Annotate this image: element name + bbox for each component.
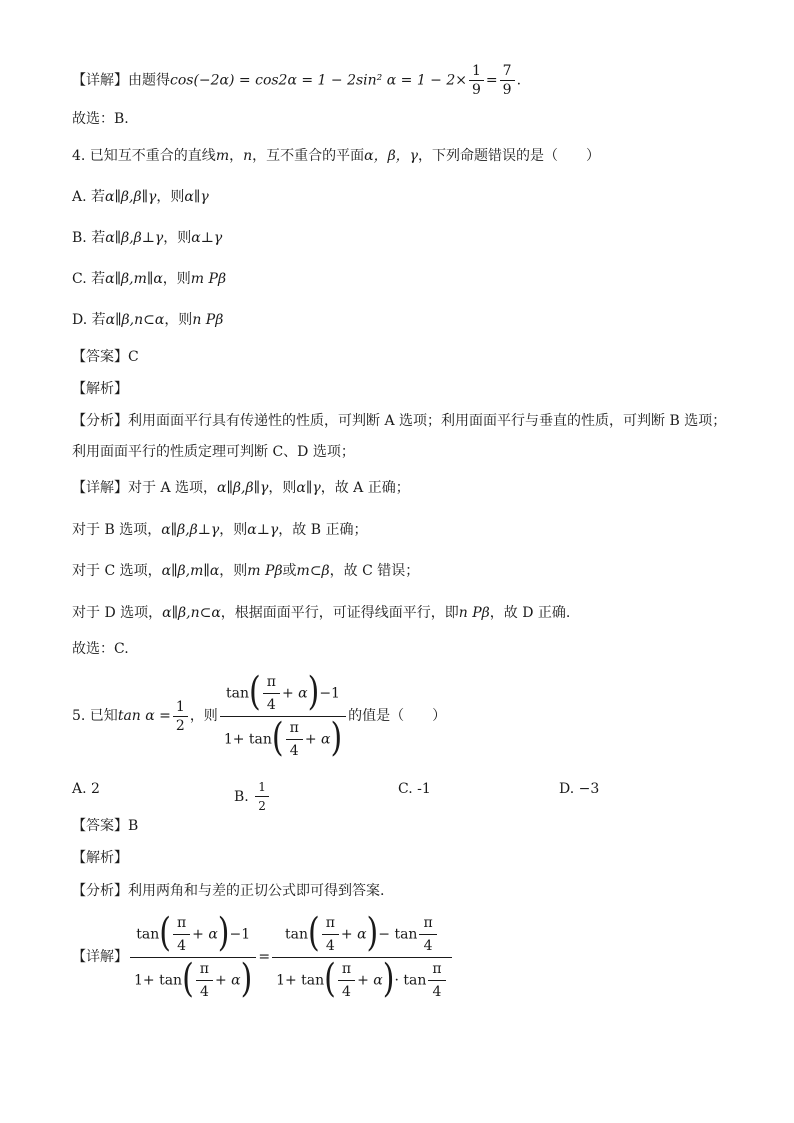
fraction-one-half: $\frac{1}{2}$ [173,698,188,735]
fraction-seven-ninth: $\frac{7}{9}$ [500,62,515,99]
question-4-option-b: B. 若α∥β,β⊥γ，则α⊥γ [72,230,223,246]
q5-option-d: D. −3 [559,781,600,797]
detail-lead: 由题得 [128,72,170,89]
question-4-stem: 4. 已知互不重合的直线m，n，互不重合的平面α，β，γ，下列命题错误的是（ ） [72,148,601,164]
question-4-option-d: D. 若α∥β,n⊂α，则n Pβ [72,312,224,328]
question-4-detail-d: 对于 D 选项，α∥β,n⊂α，根据面面平行，可证得线面平行，即n Pβ，故 D 正确. [72,605,571,621]
fraction-one-ninth: $\frac{1}{9}$ [469,62,484,99]
question-4-choice: 故选：C. [72,641,129,657]
q5-option-b: B. $\frac{1}{2}$ [234,778,271,815]
detail-tag: 【详解】 [72,72,128,89]
detail-lhs-fraction: tan( $\frac{\pi}{4}$ + α)−1 1+ tan( $\frac{\pi}{4}$ + α) [130,912,256,1003]
question-4-analysis-2: 利用面面平行的性质定理可判断 C、D 选项； [72,444,355,460]
choice-line-1: 故选：B. [72,111,129,127]
question-4-analysis-1: 【分析】利用面面平行具有传递性的性质，可判断 A 选项；利用面面平行与垂直的性质，可判断 B 选项； [72,413,727,429]
question-4-detail-b: 对于 B 选项，α∥β,β⊥γ，则α⊥γ，故 B 正确； [72,522,368,538]
detail-line-1: 【详解】由题得cos(−2α) = cos2α = 1 − 2sin² α = 1 − 2× $\frac{1}{9}$ = $\frac{7}{9}$ . [72,63,522,98]
question-4-detail-c: 对于 C 选项，α∥β,m∥α，则m Pβ或m⊂β，故 C 错误； [72,563,420,579]
q5-option-c: C. -1 [398,781,431,797]
question-4-option-a: A. 若α∥β,β∥γ，则α∥γ [72,189,209,205]
question-4-answer: 【答案】C [72,349,139,365]
question-5-analysis: 【分析】利用两角和与差的正切公式即可得到答案. [72,883,385,899]
question-5-options [72,778,754,813]
question-5-analysis-heading: 【解析】 [72,850,128,866]
q5-option-a: A. 2 [72,781,100,797]
question-5-stem: 5. 已知 tan α = $\frac{1}{2}$ ，则 tan( $\frac{\pi}{4}$ + α)−1 1+ tan( $\frac{\pi}{4}$ + α) 的值是（ ） [72,669,447,762]
detail-rhs-fraction: tan( $\frac{\pi}{4}$ + α)− tan $\frac{\pi}{4}$ 1+ tan( $\frac{\pi}{4}$ + α)· tan $\frac{\pi}{4}$ [272,912,451,1003]
cos-equation: cos(−2α) = cos2α = 1 − 2sin² α = 1 − 2× [170,72,467,89]
question-4-detail-a: 【详解】对于 A 选项，α∥β,β∥γ，则α∥γ，故 A 正确； [72,480,410,496]
question-4-analysis-heading: 【解析】 [72,381,128,397]
question-5-detail: 【详解】 tan( $\frac{\pi}{4}$ + α)−1 1+ tan( $\frac{\pi}{4}$ + α) = tan( $\frac{\pi}{4}$ + α)− tan $\frac{\pi}{4}$ 1+ tan( $\frac{\pi}{4}$ + α)· tan $\frac{\pi}{4}$ [72,912,754,1002]
tan-expression-fraction: tan( $\frac{\pi}{4}$ + α)−1 1+ tan( $\frac{\pi}{4}$ + α) [220,671,346,762]
question-5-answer: 【答案】B [72,818,139,834]
question-4-option-c: C. 若α∥β,m∥α，则m Pβ [72,271,227,287]
